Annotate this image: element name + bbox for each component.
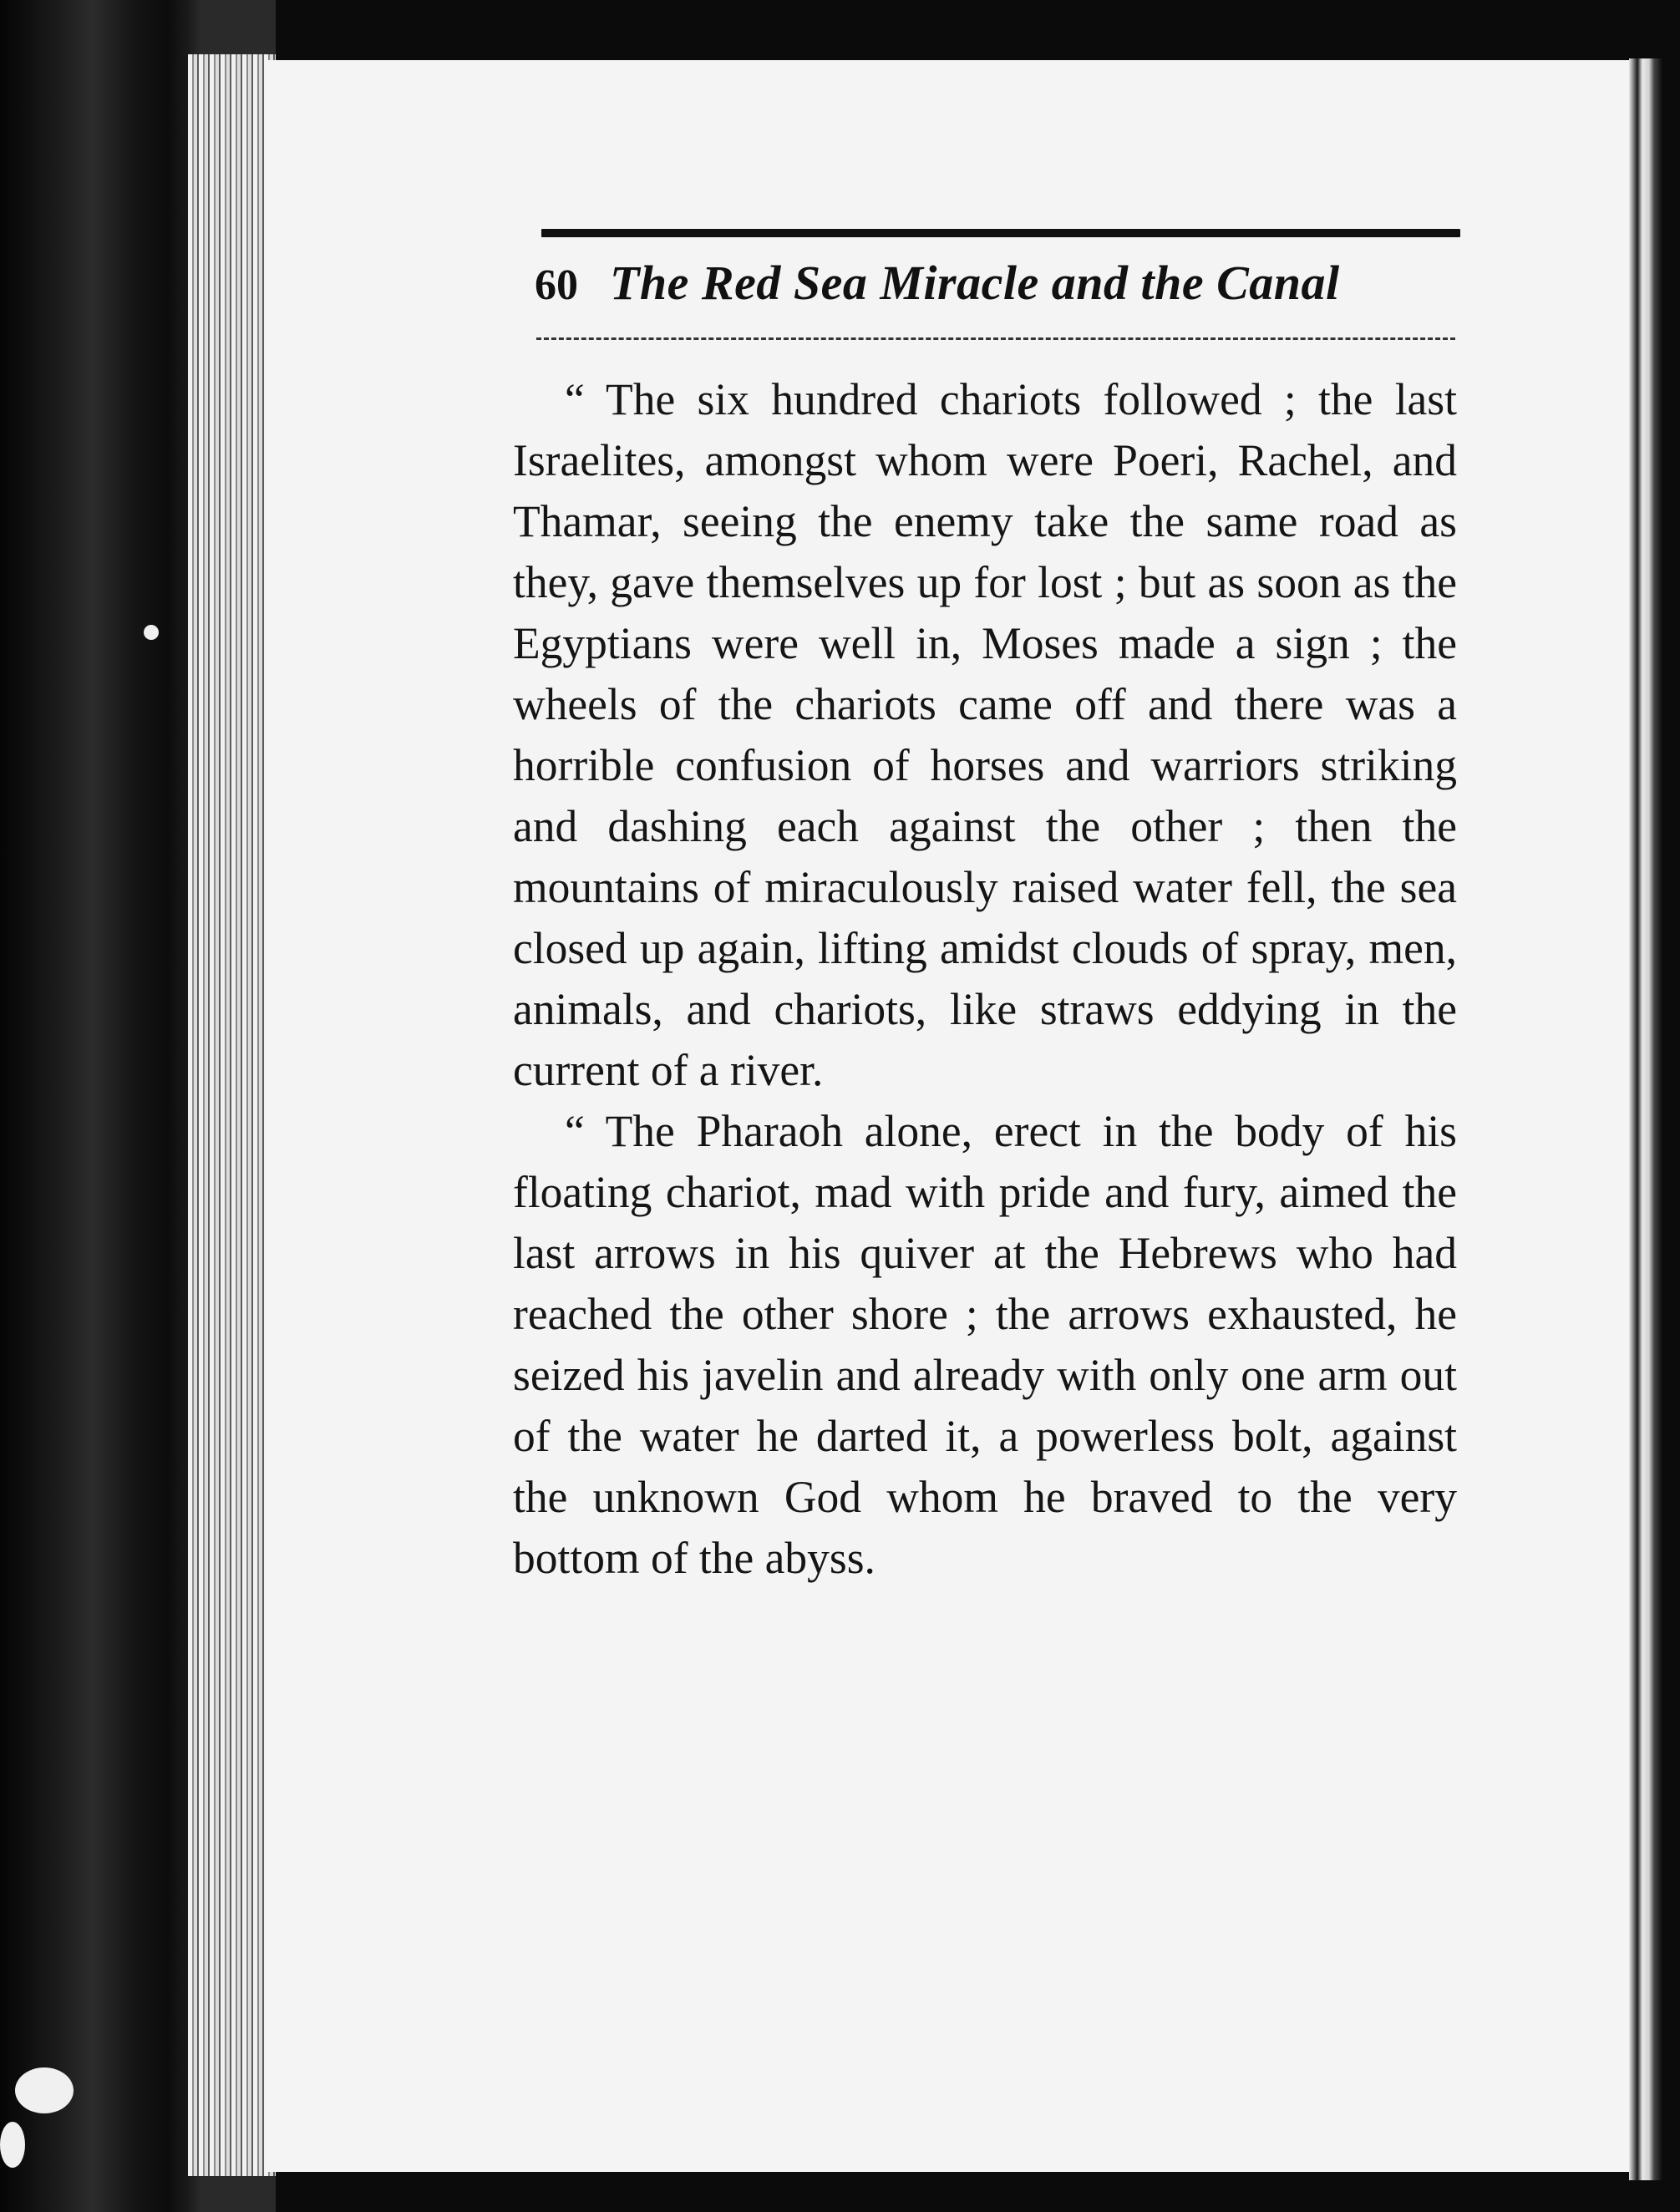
- page-edges: [188, 54, 276, 2176]
- scan-speck: [144, 625, 159, 640]
- header-rule: [541, 229, 1460, 237]
- running-title: The Red Sea Miracle and the Canal: [610, 256, 1340, 310]
- paragraph: “ The six hundred chariots followed ; the last Israelites, amongst whom were Poeri, Rachel, and Thamar, seeing the enemy take the same road as they, gave themselves up for lost ; but as soon as the Egyptians were well in, Moses made a sign ; the wheels of the chariots came off and there was a horrible confusion of horses and warriors striking and dashing each against the other ; then the mountains of miraculously raised water fell, the sea closed up again, lifting amidst clouds of spray, men, animals, and chariots, like straws eddying in the current of a river.: [513, 374, 1457, 1095]
- right-page-edge: [1629, 58, 1671, 2180]
- scan-speck: [15, 2067, 74, 2113]
- header-underline: [536, 337, 1455, 340]
- body-text: [513, 369, 1457, 1589]
- running-header: [535, 255, 1462, 322]
- paragraph: “ The Pharaoh alone, erect in the body of his floating chariot, mad with pride and fury, aimed the last arrows in his quiver at the Hebrews who had reached the other shore ; the arrows exhausted, he seized his javelin and already with only one arm out of the water he darted it, a powerless bolt, against the unknown God whom he braved to the very bottom of the abyss.: [513, 1106, 1457, 1583]
- page-number: 60: [535, 261, 578, 309]
- scan-speck: [0, 2122, 25, 2168]
